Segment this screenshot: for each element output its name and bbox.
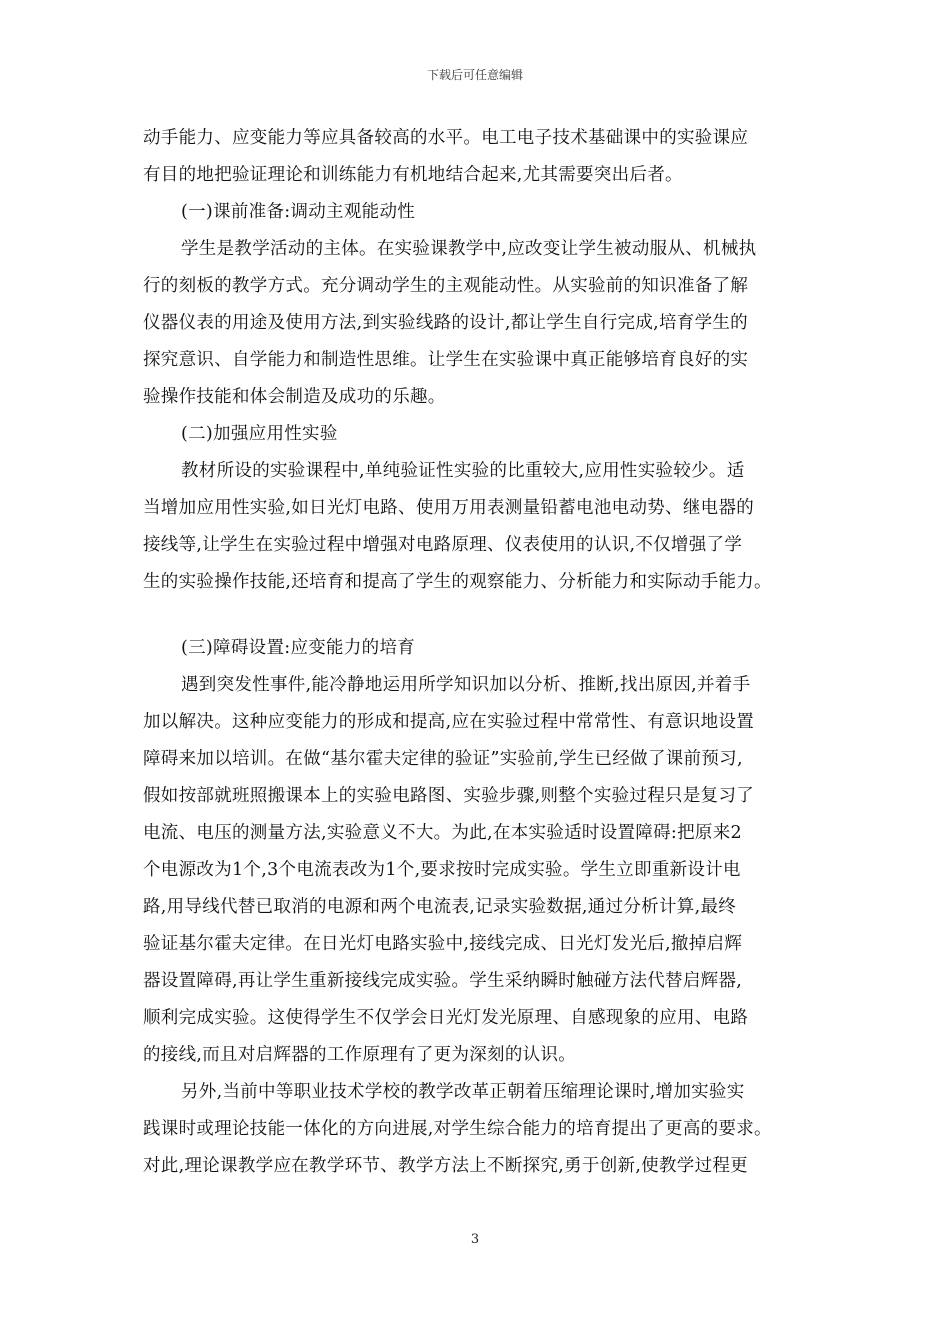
section-heading-2: (二)加强应用性实验: [181, 424, 338, 444]
section-heading-1: (一)课前准备:调动主观能动性: [181, 202, 416, 222]
text-line: 行的刻板的教学方式。充分调动学生的主观能动性。从实验前的知识准备了解: [143, 276, 749, 296]
text-line: 有目的地把验证理论和训练能力有机地结合起来,尤其需要突出后者。: [143, 165, 683, 185]
document-body: [143, 120, 815, 1185]
text-line: 的接线,而且对启辉器的工作原理有了更为深刻的认识。: [143, 1045, 577, 1065]
text-line: 对此,理论课教学应在教学环节、教学方法上不断探究,勇于创新,使教学过程更: [143, 1156, 748, 1176]
text-line: 验证基尔霍夫定律。在日光灯电路实验中,接线完成、日光灯发光后,撤掉启辉: [143, 934, 743, 954]
text-line: 器设置障碍,再让学生重新接线完成实验。学生采纳瞬时触碰方法代替启辉器,: [143, 971, 743, 991]
text-line: 动手能力、应变能力等应具备较高的水平。电工电子技术基础课中的实验课应: [143, 128, 749, 148]
text-line: 学生是教学活动的主体。在实验课教学中,应改变让学生被动服从、机械执: [181, 239, 757, 259]
text-line: 加以解决。这种应变能力的形成和提高,应在实验过程中常常性、有意识地设置: [143, 712, 755, 732]
text-line: 遇到突发性事件,能冷静地运用所学知识加以分析、推断,找出原因,并着手: [181, 675, 751, 695]
text-line: 路,用导线代替已取消的电源和两个电流表,记录实验数据,通过分析计算,最终: [143, 897, 737, 917]
text-line: 个电源改为1个,3个电流表改为1个,要求按时完成实验。学生立即重新设计电: [143, 860, 741, 880]
section-heading-3: (三)障碍设置:应变能力的培育: [181, 638, 416, 658]
text-line: 仪器仪表的用途及使用方法,到实验线路的设计,都让学生自行完成,培育学生的: [143, 313, 748, 333]
text-line: 教材所设的实验课程中,单纯验证性实验的比重较大,应用性实验较少。适: [181, 461, 745, 481]
page-number: 3: [470, 1232, 480, 1247]
text-line: 假如按部就班照搬课本上的实验电路图、实验步骤,则整个实验过程只是复习了: [143, 786, 755, 806]
text-line: 生的实验操作技能,还培育和提高了学生的观察能力、分析能力和实际动手能力。: [143, 572, 772, 592]
text-line: 验操作技能和体会制造及成功的乐趣。: [143, 387, 446, 407]
text-line: 另外,当前中等职业技术学校的教学改革正朝着压缩理论课时,增加实验实: [181, 1082, 745, 1102]
page-header-note: 下载后可任意编辑: [426, 68, 523, 82]
text-line: 电流、电压的测量方法,实验意义不大。为此,在本实验适时设置障碍:把原来2: [143, 823, 742, 843]
text-line: 探究意识、自学能力和制造性思维。让学生在实验课中真正能够培育良好的实: [143, 350, 749, 370]
text-line: 当增加应用性实验,如日光灯电路、使用万用表测量铅蓄电池电动势、继电器的: [143, 498, 755, 518]
text-line: 顺利完成实验。这使得学生不仅学会日光灯发光原理、自感现象的应用、电路: [143, 1008, 749, 1028]
text-line: 障碍来加以培训。在做“基尔霍夫定律的验证”实验前,学生已经做了课前预习,: [143, 749, 743, 769]
text-line: 践课时或理论技能一体化的方向进展,对学生综合能力的培育提出了更高的要求。: [143, 1119, 772, 1139]
text-line: 接线等,让学生在实验过程中增强对电路原理、仪表使用的认识,不仅增强了学: [143, 535, 743, 555]
paragraph-gap: [143, 601, 815, 630]
